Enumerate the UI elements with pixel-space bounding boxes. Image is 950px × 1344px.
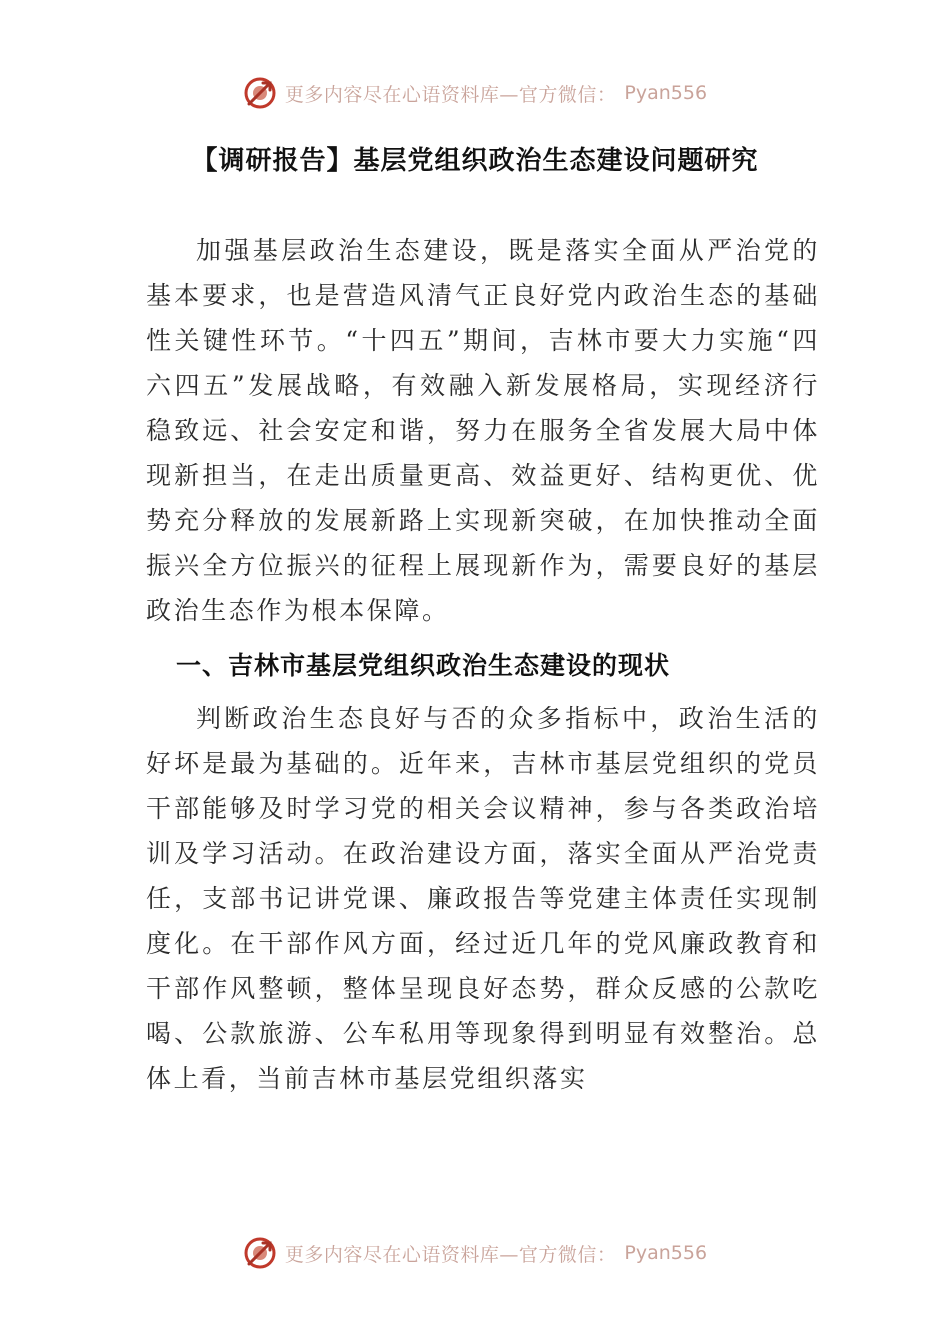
document-title: 【调研报告】基层党组织政治生态建设问题研究 (191, 146, 759, 176)
intro-paragraph: 加强基层政治生态建设，既是落实全面从严治党的基本要求，也是营造风清气正良好党内政治生态的基础性关键性环节。“十四五”期间，吉林市要大力实施“四六四五”发展战略，有效融入新发展格局，实现经济行稳致远、社会安定和谐，努力在服务全省发展大局中体现新担当，在走出质量更高、效益更好、结构更优、优势充分释放的发展新路上实现新突破，在加快推动全面振兴全方位振兴的征程上展现新作为，需要良好的基层政治生态作为根本保障。 (146, 236, 820, 625)
banner-wechat-id: Pyan556 (624, 82, 708, 104)
footer-banner (0, 1233, 950, 1273)
banner-text: 更多内容尽在心语资料库—官方微信： (284, 1243, 617, 1266)
header-banner (0, 73, 950, 113)
logo-icon (243, 76, 277, 110)
section-heading: 一、吉林市基层党组织政治生态建设的现状 (176, 651, 671, 680)
logo-icon (243, 1236, 277, 1270)
banner-text: 更多内容尽在心语资料库—官方微信： (284, 83, 617, 106)
section-paragraph: 判断政治生态良好与否的众多指标中，政治生活的好坏是最为基础的。近年来，吉林市基层党组织的党员干部能够及时学习党的相关会议精神，参与各类政治培训及学习活动。在政治建设方面，落实全面从严治党责任，支部书记讲党课、廉政报告等党建主体责任实现制度化。在干部作风方面，经过近几年的党风廉政教育和干部作风整顿，整体呈现良好态势，群众反感的公款吃喝、公款旅游、公车私用等现象得到明显有效整治。总体上看，当前吉林市基层党组织落实 (146, 704, 820, 1093)
banner-wechat-id: Pyan556 (624, 1242, 708, 1264)
document-body (146, 228, 820, 1101)
